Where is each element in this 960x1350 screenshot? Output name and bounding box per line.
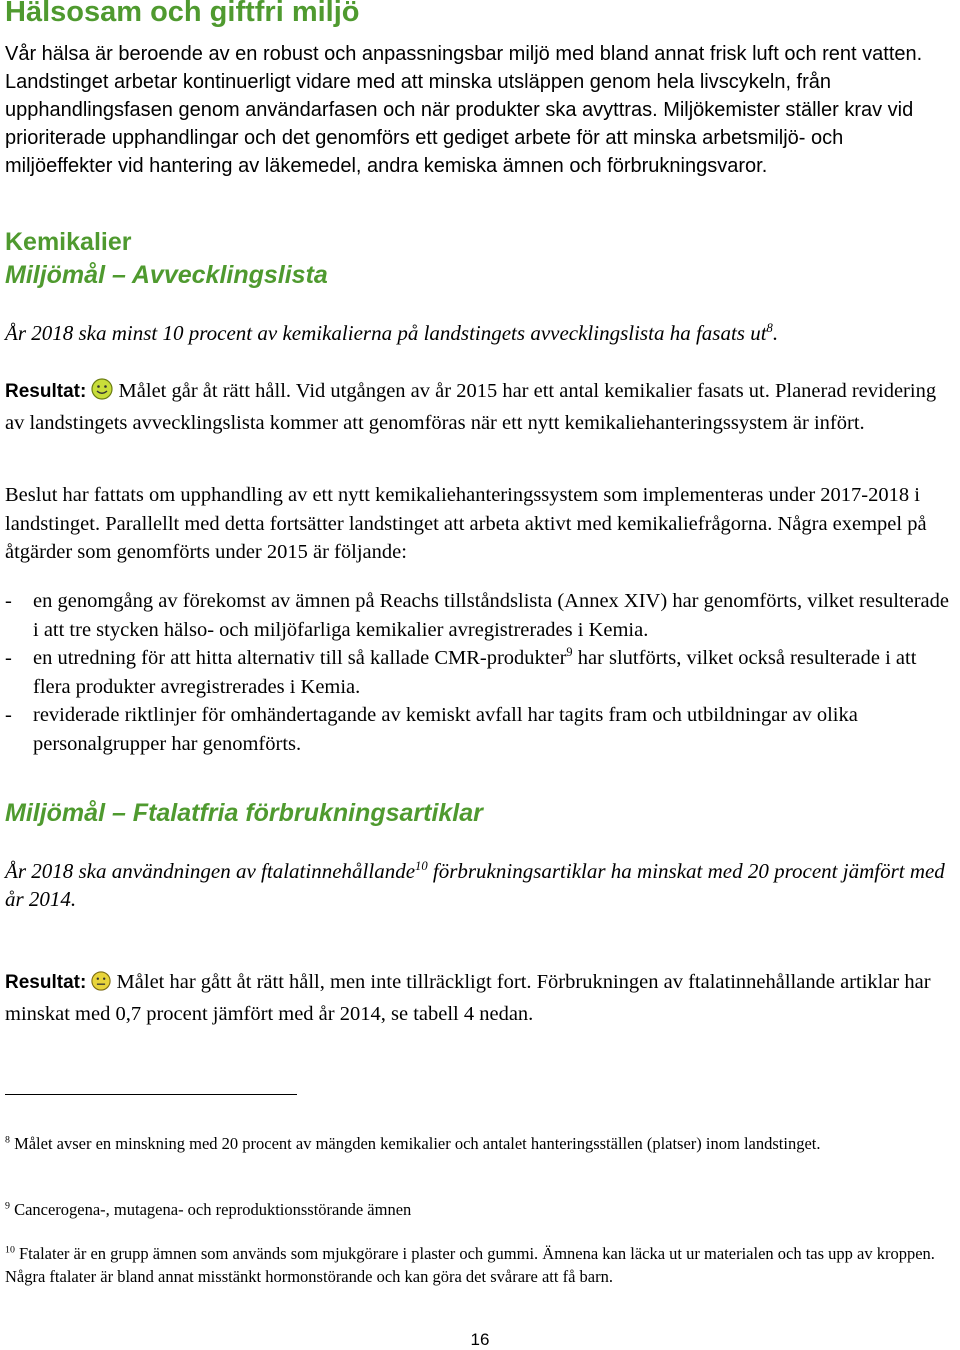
goal-heading-avvecklingslista: Miljömål – Avvecklingslista — [5, 261, 328, 289]
goal-statement-ftalatfria — [5, 857, 950, 913]
result-label: Resultat: — [5, 972, 87, 993]
action-list — [5, 587, 955, 758]
bullet-dash: - — [5, 704, 12, 726]
intro-paragraph: Vår hälsa är beroende av en robust och anpassningsbar miljö med bland annat frisk luft och rent vatten. Landstinget arbetar kontinuerligt vidare med att minska utsläppen genom hela livscykeln, från upphandlingsfasen genom användarfasen och när produkter ska avyttras. Miljökemister ställer krav vid prioriterade upphandlingar och det genomförs ett gediget arbete för att minska arbetsmiljö- och miljöeffekter vid hantering av läkemedel, andra kemiska ämnen och förbrukningsvaror. — [5, 43, 923, 177]
goal-text-cont: förbrukningsartiklar ha minskat med 20 procent jämfört med år 2014. — [5, 859, 945, 911]
list-item-text: en utredning för att hitta alternativ till så kallade CMR-produkter — [33, 647, 567, 669]
list-item — [5, 587, 955, 644]
bullet-dash: - — [5, 590, 12, 612]
goal-heading-ftalatfria: Miljömål – Ftalatfria förbrukningsartiklar — [5, 799, 483, 827]
footnote-10 — [5, 1242, 950, 1288]
footnote-separator — [5, 1094, 297, 1095]
smiley-happy-icon — [91, 378, 113, 409]
footnote-ref-10[interactable]: 10 — [415, 859, 428, 873]
list-item-text: reviderade riktlinjer för omhändertagande av kemiskt avfall har tagits fram och utbildningar av olika personalgrupper har genomförts. — [33, 704, 858, 755]
smiley-neutral-icon — [91, 971, 111, 1000]
page-number: 16 — [470, 1330, 490, 1349]
page-title: Hälsosam och giftfri miljö — [5, 0, 360, 28]
goal-end: . — [772, 321, 779, 345]
footnote-text: Ftalater är en grupp ämnen som används som mjukgörare i plaster och gummi. Ämnena kan läcka ut ur materialen och tas upp av kroppen. Några ftalater är bland annat misstänkt hormonstörande och kan göra det svårare att få barn. — [5, 1244, 935, 1286]
result-ftalatfria — [5, 968, 950, 1028]
list-item-text: en genomgång av förekomst av ämnen på Reachs tillståndslista (Annex XIV) har genomförts, vilket resulterade i att tre stycken hälso- och miljöfarliga kemikalier avregistrerades i Kemia. — [33, 590, 949, 641]
result-label: Resultat: — [5, 381, 87, 402]
footnote-text: Cancerogena-, mutagena- och reproduktionsstörande ämnen — [14, 1200, 412, 1219]
footnote-9 — [5, 1198, 950, 1221]
goal-text: År 2018 ska minst 10 procent av kemikalierna på landstingets avvecklingslista ha fasats ut — [5, 321, 767, 345]
result-text: Målet har gått åt rätt håll, men inte tillräckligt fort. Förbrukningen av ftalatinnehållande artiklar har minskat med 0,7 procent jämfört med år 2014, se tabell 4 nedan. — [5, 971, 931, 1025]
list-item — [5, 701, 955, 758]
result-text: Målet går åt rätt håll. Vid utgången av år 2015 har ett antal kemikalier fasats ut. Planerad revidering av landstingets avvecklingslista kommer att genomföras när ett nytt kemikaliehanteringssystem är infört. — [5, 380, 937, 434]
footnote-text: Målet avser en minskning med 20 procent av mängden kemikalier och antalet hanteringsställen (platser) inom landstinget. — [14, 1134, 821, 1153]
bullet-dash: - — [5, 647, 12, 669]
goal-text: År 2018 ska användningen av ftalatinnehållande — [5, 859, 416, 883]
list-item — [5, 644, 955, 701]
section-heading-kemikalier: Kemikalier — [5, 228, 132, 256]
goal-statement-avvecklingslista — [5, 319, 950, 347]
result-avvecklingslista — [5, 377, 950, 437]
footnote-number: 10 — [5, 1244, 15, 1256]
footnote-number: 9 — [5, 1200, 10, 1212]
list-item-text-cont: har slutförts, vilket också resulterade i att flera produkter avregistrerades i Kemia. — [33, 647, 917, 698]
paragraph-upphandling: Beslut har fattats om upphandling av ett nytt kemikaliehanteringssystem som implementeras under 2017-2018 i landstinget. Parallellt med detta fortsätter landstinget att arbeta aktivt med kemikaliefrågorna. Några exempel på åtgärder som genomförts under 2015 är följande: — [5, 484, 927, 563]
footnote-ref-9[interactable]: 9 — [566, 645, 573, 660]
footnote-ref-8[interactable]: 8 — [766, 321, 773, 335]
footnote-number: 8 — [5, 1134, 10, 1146]
footnote-8 — [5, 1132, 950, 1155]
